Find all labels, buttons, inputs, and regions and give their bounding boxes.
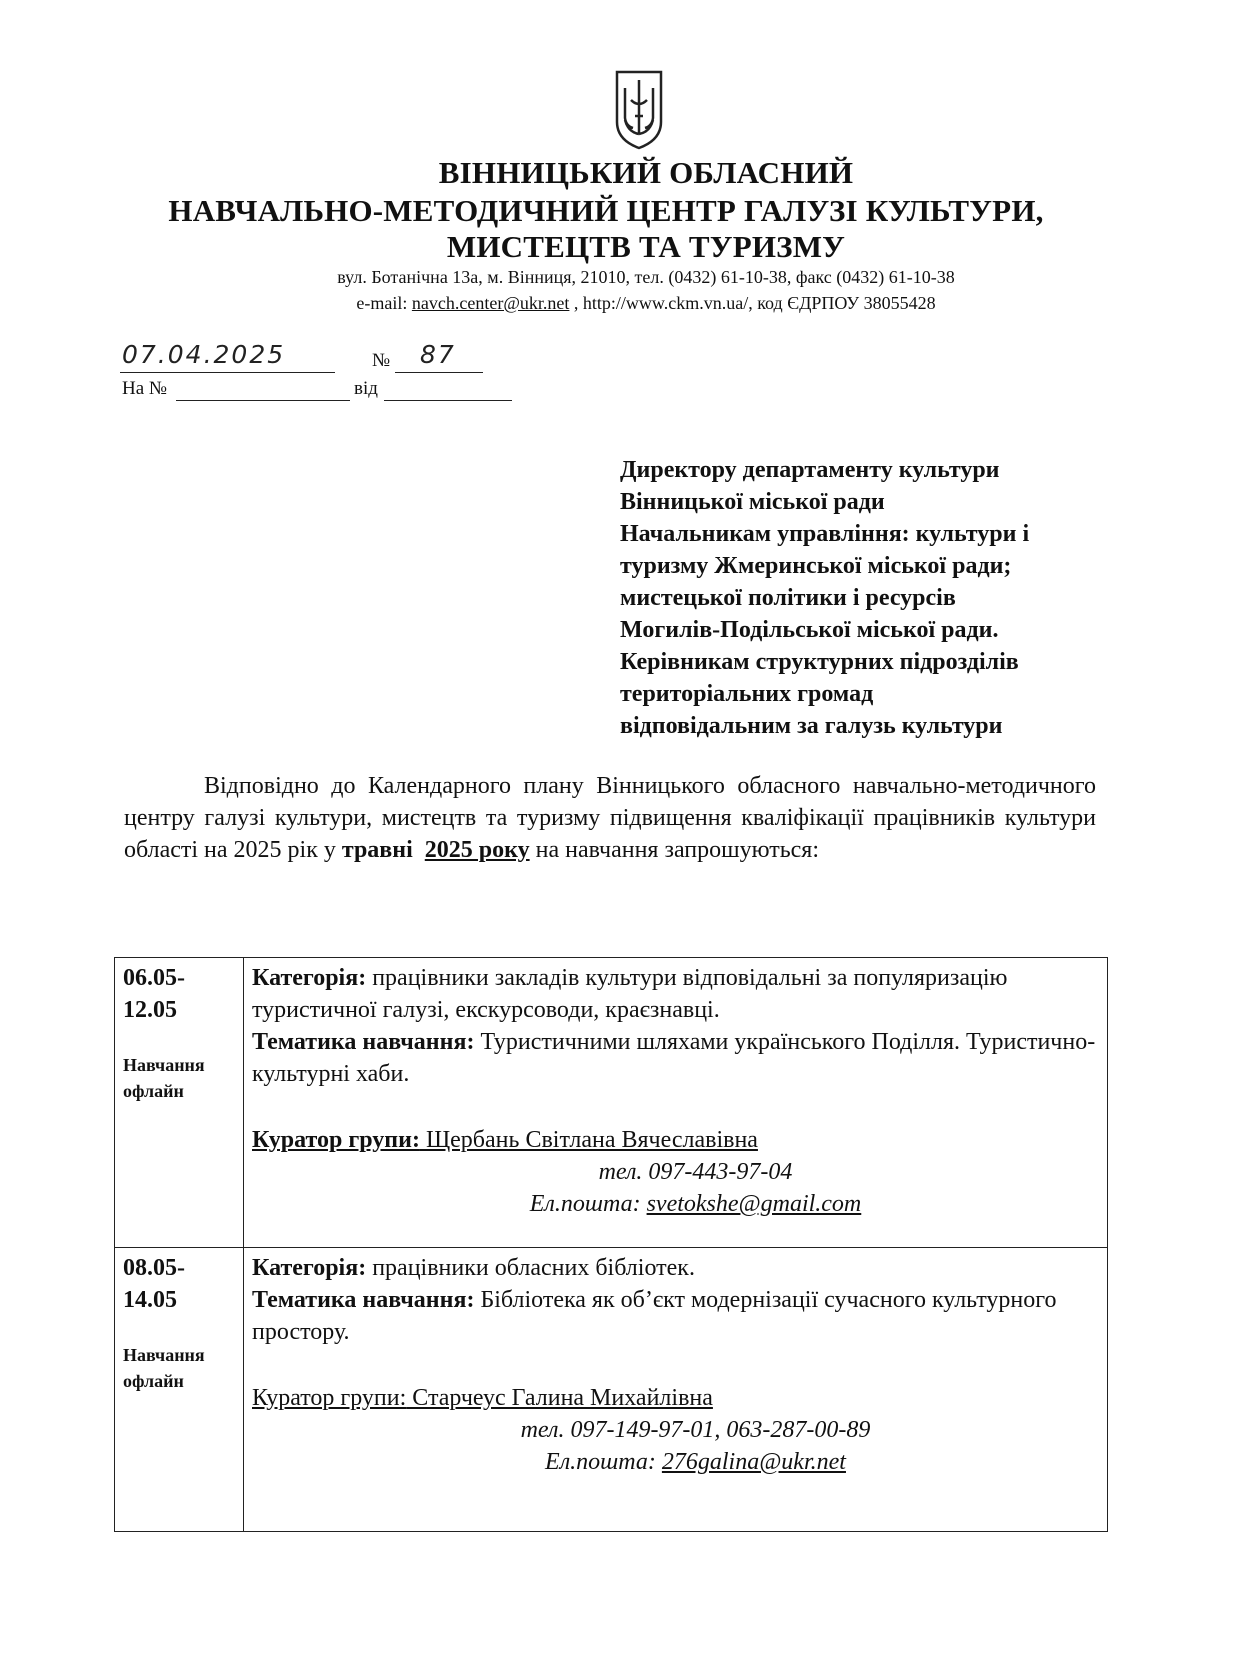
topic-label: Тематика навчання: xyxy=(252,1287,475,1313)
event-details-cell xyxy=(244,1248,1108,1532)
event-topic xyxy=(252,1026,1099,1090)
event-category xyxy=(252,1252,1099,1284)
number-underline xyxy=(395,372,483,373)
event-mode: Навчання офлайн xyxy=(123,1345,205,1391)
addressee-line: Начальникам управління: культури і xyxy=(620,521,1030,547)
ref-from-label: від xyxy=(354,378,378,399)
addressee-line: Могилів-Подільської міської ради. xyxy=(620,617,999,643)
addressee-line: туризму Жмеринської міської ради; xyxy=(620,553,1012,579)
date-underline xyxy=(120,372,335,373)
email-label: Ел.пошта: xyxy=(529,1191,647,1217)
number-label: № xyxy=(372,350,391,371)
curator-email-link[interactable]: 276galina@ukr.net xyxy=(661,1449,846,1475)
addressee-line: Керівникам структурних підрозділів xyxy=(620,649,1019,675)
org-address: вул. Ботанічна 13а, м. Вінниця, 21010, тел. (0432) 61-10-38, факс (0432) 61-10-38 xyxy=(337,267,955,287)
curator-name: Щербань Світлана Вячеславівна xyxy=(419,1127,758,1153)
curator-email xyxy=(252,1188,1099,1220)
ref-number-line xyxy=(176,400,350,401)
event-dates: 08.05- 14.05 xyxy=(123,1255,185,1313)
event-category xyxy=(252,962,1099,1026)
body-text-end: на навчання запрошуються: xyxy=(529,837,820,863)
events-table xyxy=(114,957,1108,1532)
addressee-line: відповідальним за галузь культури xyxy=(620,713,1003,739)
curator-email-link[interactable]: svetokshe@gmail.com xyxy=(646,1191,862,1217)
addressee-line: мистецької політики і ресурсів xyxy=(620,585,956,611)
org-contacts xyxy=(63,292,1229,314)
addressee-line: Директору департаменту культури xyxy=(620,457,1000,483)
org-email-link[interactable]: navch.center@ukr.net xyxy=(411,293,570,313)
letter-date: 07.04.2025 xyxy=(122,340,286,369)
event-curator xyxy=(252,1382,1099,1414)
body-year: 2025 року xyxy=(424,837,530,863)
event-date-cell xyxy=(115,958,244,1248)
topic-label: Тематика навчання: xyxy=(252,1029,475,1055)
curator-name: Старчеус Галина Михайлівна xyxy=(406,1385,713,1411)
curator-label: Куратор групи: xyxy=(252,1385,407,1411)
event-mode: Навчання офлайн xyxy=(123,1055,205,1101)
category-label: Категорія: xyxy=(252,1255,367,1281)
table-row xyxy=(115,1248,1108,1532)
org-title-line-1: ВІННИЦЬКИЙ ОБЛАСНИЙ xyxy=(438,155,854,190)
addressee-block xyxy=(620,454,1140,742)
addressee-line: територіальних громад xyxy=(620,681,874,707)
coat-of-arms-emblem xyxy=(614,70,664,150)
curator-phone: тел. 097-149-97-01, 063-287-00-89 xyxy=(520,1417,871,1443)
event-date-cell xyxy=(115,1248,244,1532)
curator-phone: тел. 097-443-97-04 xyxy=(598,1159,793,1185)
letter-number: 87 xyxy=(420,340,456,369)
body-paragraph xyxy=(124,770,1096,866)
curator-email xyxy=(252,1446,1099,1478)
topic-value: Туристичними шляхами українського Поділля. Туристично-культурні хаби. xyxy=(252,1029,1096,1087)
body-text-start: Відповідно до Календарного плану Вінницького обласного навчально-методичного центру галузі культури, мистецтв та туризму підвищення кваліфікації працівників культури області на 2025 рік у xyxy=(124,773,1096,863)
table-row xyxy=(115,958,1108,1248)
curator-label: Куратор групи: xyxy=(252,1127,420,1153)
ref-from-line xyxy=(384,400,512,401)
event-topic xyxy=(252,1284,1099,1348)
org-title-line-3: МИСТЕЦТВ ТА ТУРИЗМУ xyxy=(446,229,846,264)
category-value: працівники закладів культури відповідальні за популяризацію туристичної галузі, екскурсоводи, краєзнавці. xyxy=(252,965,1008,1023)
event-curator xyxy=(252,1124,1099,1156)
event-details-cell xyxy=(244,958,1108,1248)
email-label: e-mail: xyxy=(356,293,412,313)
body-month: травні xyxy=(341,837,413,863)
email-label: Ел.пошта: xyxy=(545,1449,662,1475)
event-dates: 06.05- 12.05 xyxy=(123,965,185,1023)
addressee-line: Вінницької міської ради xyxy=(620,489,885,515)
org-title-line-2: НАВЧАЛЬНО-МЕТОДИЧНИЙ ЦЕНТР ГАЛУЗІ КУЛЬТУРИ, xyxy=(168,193,1044,228)
category-value: працівники обласних бібліотек. xyxy=(366,1255,695,1281)
org-web-and-code: , http://www.ckm.vn.ua/, код ЄДРПОУ 38055428 xyxy=(569,293,936,313)
topic-value: Бібліотека як об’єкт модернізації сучасного культурного простору. xyxy=(252,1287,1057,1345)
ref-number-label: На № xyxy=(122,378,168,399)
category-label: Категорія: xyxy=(252,965,367,991)
